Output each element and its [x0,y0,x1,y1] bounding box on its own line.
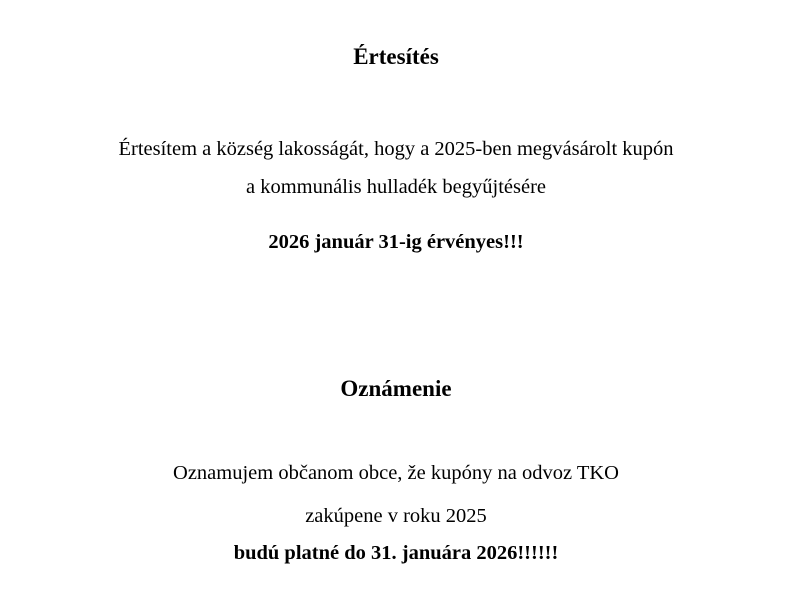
hungarian-notice-title: Értesítés [353,44,439,69]
slovak-notice-line-1: Oznamujem občanom obce, že kupóny na odvoz TKO [173,462,619,484]
hungarian-notice-line-2: a kommunális hulladék begyűjtésére [245,176,546,198]
hungarian-notice-line-1: Értesítem a község lakosságát, hogy a 2025-ben megvásárolt kupón [118,138,674,160]
hungarian-notice-validity: 2026 január 31-ig érvényes!!! [268,231,524,253]
slovak-notice-validity: budú platné do 31. januára 2026!!!!!! [233,542,559,564]
slovak-notice-title: Oznámenie [340,376,452,401]
slovak-notice-line-2: zakúpene v roku 2025 [305,505,487,527]
